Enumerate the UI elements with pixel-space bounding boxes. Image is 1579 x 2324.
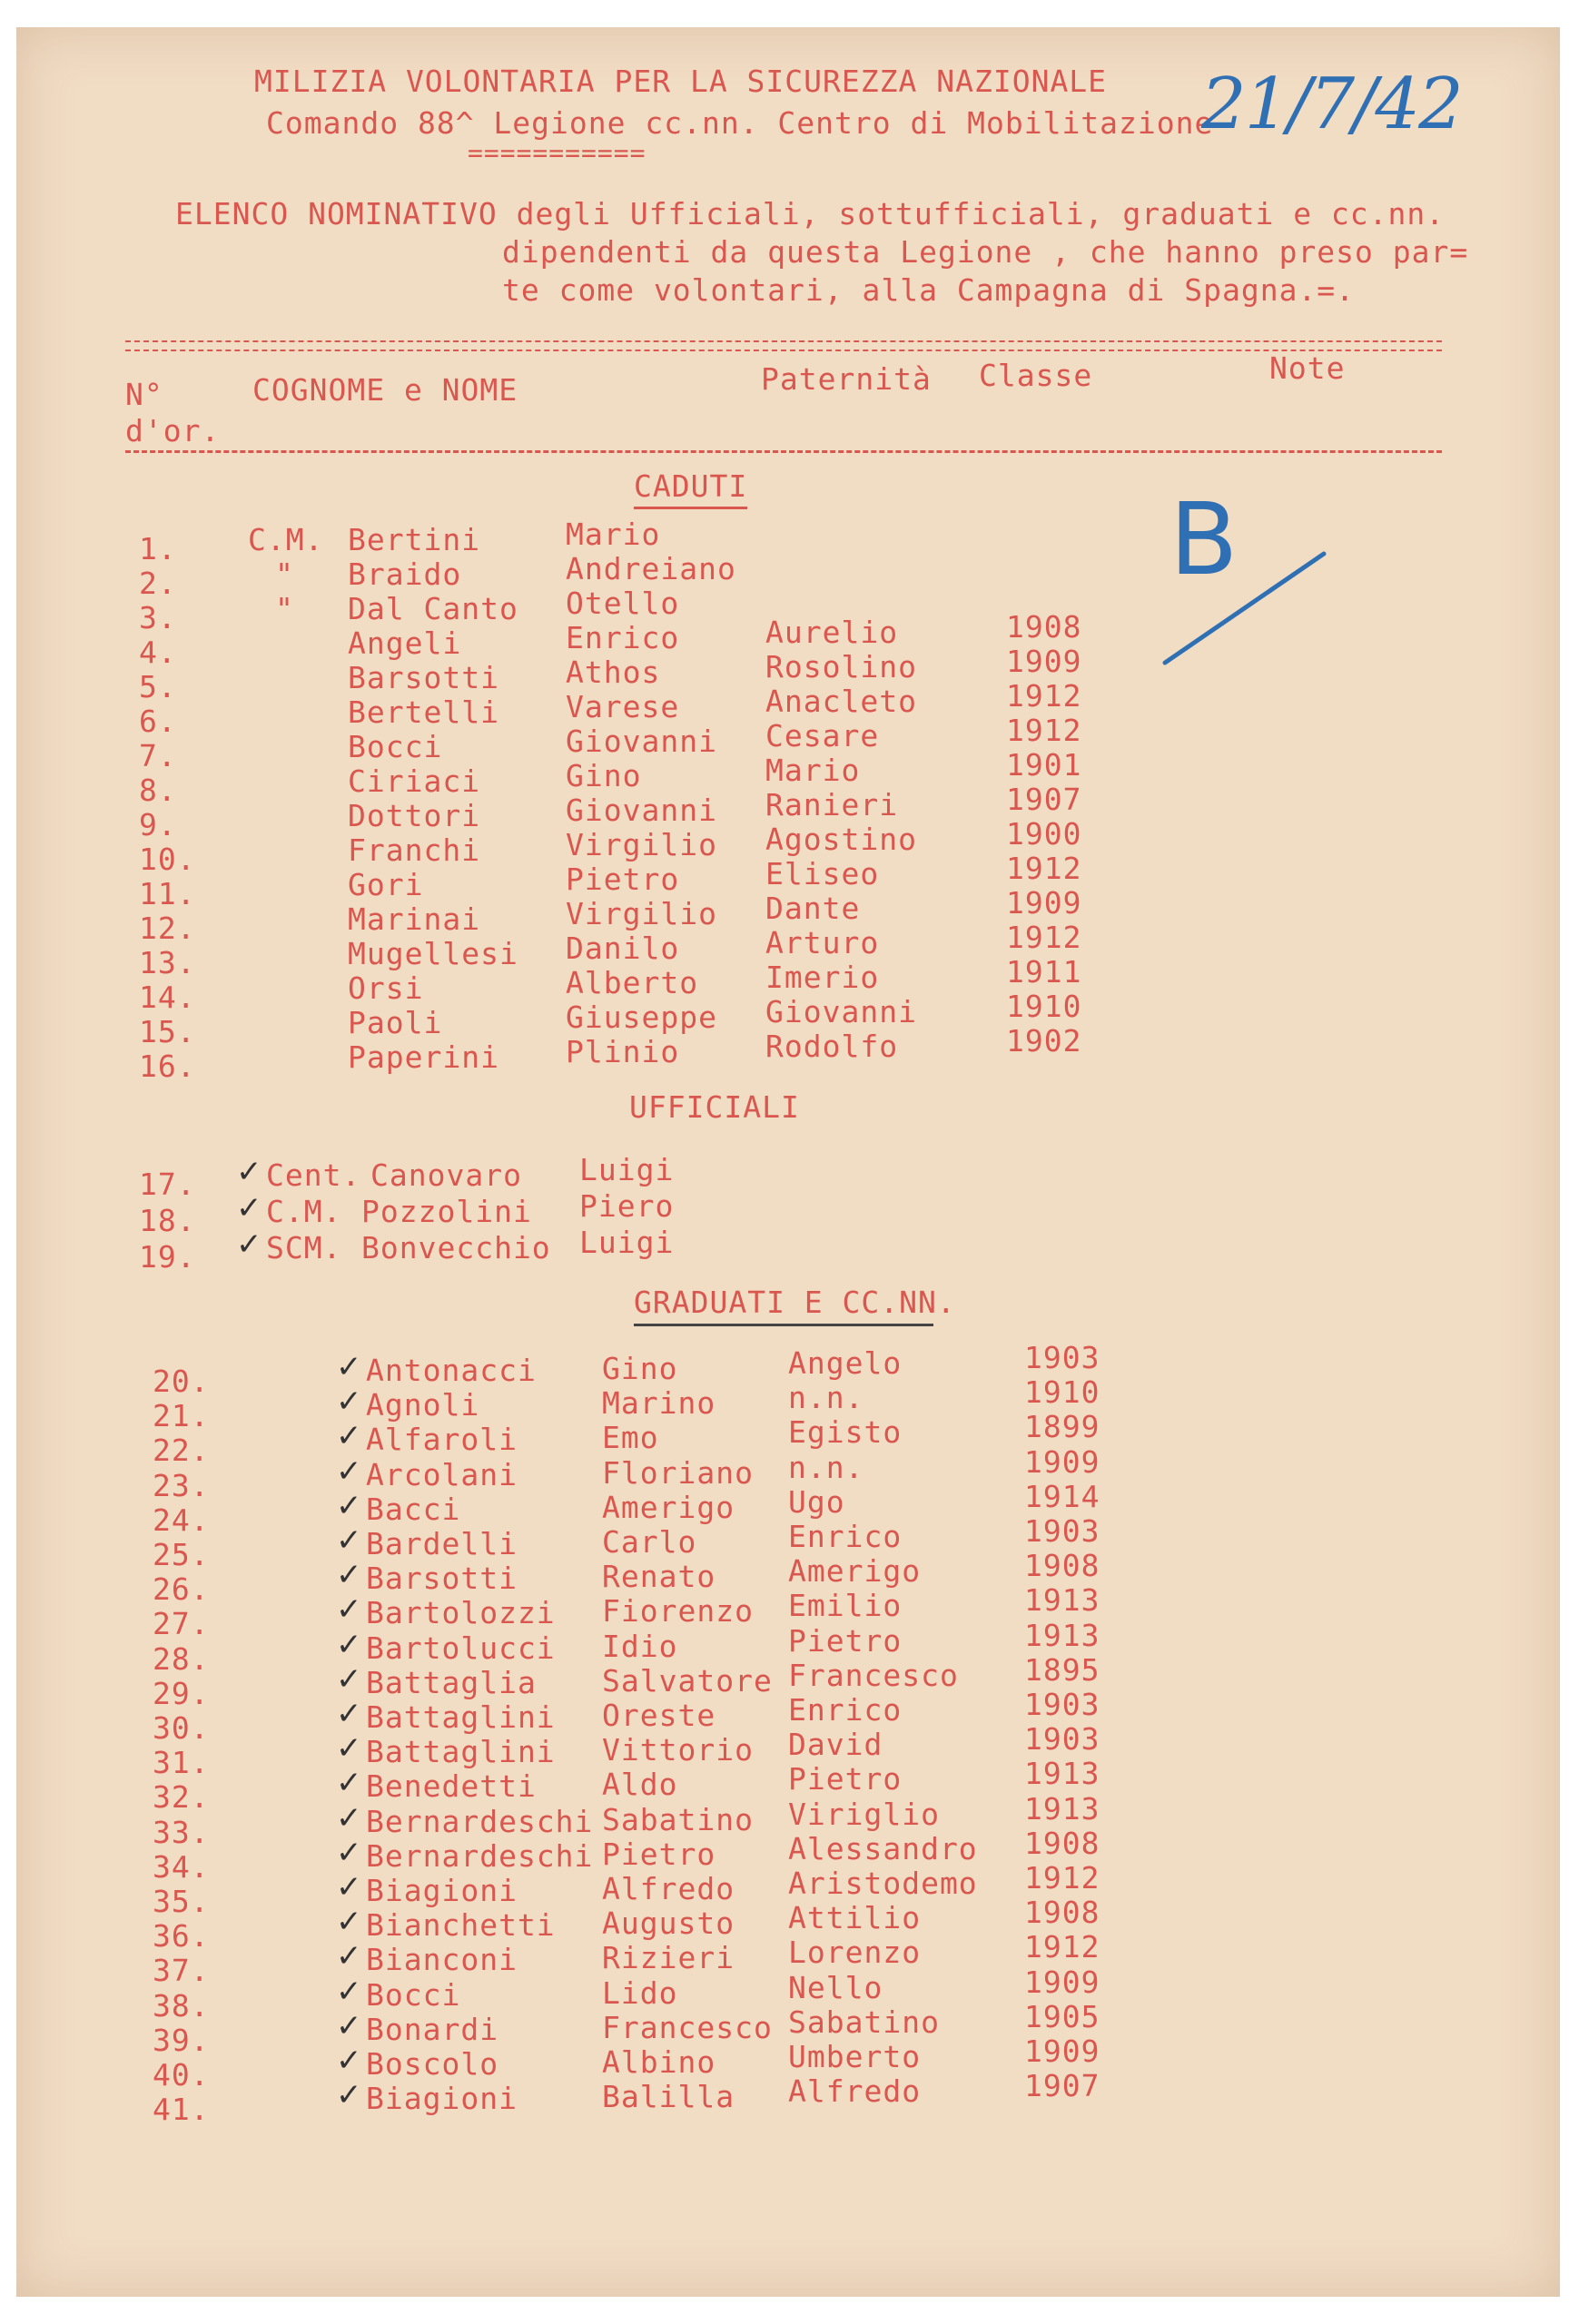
row-name: Renato	[602, 1559, 716, 1595]
handwritten-stroke	[1156, 545, 1337, 672]
row-year: 1909	[1024, 1964, 1100, 2000]
checkmark-icon: ✓	[336, 1418, 362, 1455]
row-father: David	[788, 1727, 883, 1763]
handwritten-date: 21/7/42	[1201, 64, 1462, 145]
row-number: 19.	[139, 1239, 196, 1275]
row-name: Athos	[566, 655, 661, 690]
row-year: 1912	[1006, 851, 1082, 886]
row-rank: Cent.	[266, 1157, 361, 1193]
row-year: 1895	[1024, 1651, 1100, 1688]
row-father: Pietro	[788, 1761, 903, 1797]
row-father: Imerio	[765, 960, 880, 995]
row-surname: Orsi	[348, 970, 424, 1006]
row-father: Sabatino	[788, 2004, 940, 2040]
column-name: COGNOME e NOME	[252, 372, 518, 408]
row-number: 3.	[139, 600, 177, 635]
row-number: 40.	[153, 2057, 210, 2093]
row-surname: Bonvecchio	[361, 1230, 551, 1265]
row-surname: Bianconi	[366, 1942, 518, 1978]
row-name: Pietro	[602, 1836, 716, 1872]
checkmark-icon: ✓	[336, 1660, 362, 1698]
row-number: 13.	[139, 945, 196, 980]
row-father: Egisto	[788, 1414, 903, 1451]
row-number: 23.	[153, 1467, 210, 1503]
row-number: 20.	[153, 1364, 210, 1399]
row-name: Alfredo	[602, 1871, 735, 1906]
handwritten-letter-b: B	[1169, 481, 1239, 597]
row-number: 37.	[153, 1953, 210, 1989]
row-number: 21.	[153, 1398, 210, 1434]
row-surname: Dal Canto	[348, 591, 518, 626]
row-father: n.n.	[788, 1449, 864, 1485]
row-name: Pietro	[566, 862, 680, 897]
column-number: N°	[125, 377, 163, 412]
row-year: 1901	[1006, 747, 1082, 783]
document-page	[16, 27, 1560, 2297]
row-surname: Bernardeschi	[366, 1837, 594, 1874]
row-surname: Bertelli	[348, 694, 499, 730]
row-number: 33.	[153, 1814, 210, 1850]
row-name: Andreiano	[566, 551, 736, 586]
checkmark-icon: ✓	[336, 1696, 362, 1732]
list-title-1: ELENCO NOMINATIVO degli Ufficiali, sottufficiali, graduati e cc.nn.	[175, 196, 1446, 231]
row-surname: Bernardeschi	[366, 1803, 594, 1839]
row-surname: Ciriaci	[348, 763, 481, 799]
checkmark-icon: ✓	[236, 1154, 262, 1190]
row-name: Salvatore	[602, 1662, 773, 1699]
row-surname: Franchi	[348, 832, 481, 868]
row-name: Vittorio	[602, 1732, 754, 1768]
row-number: 34.	[153, 1848, 210, 1885]
row-father: Cesare	[765, 718, 880, 753]
row-year: 1912	[1006, 678, 1082, 714]
row-rank: "	[275, 556, 294, 592]
row-year: 1905	[1024, 1998, 1100, 2034]
row-surname: Braido	[348, 556, 462, 592]
row-number: 17.	[139, 1167, 196, 1202]
row-year: 1900	[1006, 816, 1082, 852]
checkmark-icon: ✓	[336, 1487, 362, 1524]
row-name: Giovanni	[566, 793, 717, 828]
row-number: 15.	[139, 1014, 196, 1049]
checkmark-icon: ✓	[336, 1799, 362, 1837]
checkmark-icon: ✓	[336, 2007, 362, 2044]
row-number: 28.	[153, 1640, 210, 1677]
checkmark-icon: ✓	[336, 1973, 362, 2010]
row-surname: Marinai	[348, 901, 481, 937]
row-name: Amerigo	[602, 1489, 735, 1525]
row-number: 8.	[139, 773, 177, 808]
row-father: Enrico	[788, 1519, 903, 1554]
row-father: Anacleto	[765, 684, 917, 719]
checkmark-icon: ✓	[336, 1869, 362, 1905]
row-name: Luigi	[579, 1152, 675, 1187]
row-year: 1910	[1006, 989, 1082, 1024]
row-year: 1912	[1024, 1929, 1100, 1965]
checkmark-icon: ✓	[336, 1591, 362, 1629]
row-year: 1903	[1024, 1721, 1100, 1758]
row-surname: Bertini	[348, 522, 481, 557]
header-separator: ===========	[468, 138, 646, 168]
checkmark-icon: ✓	[336, 1557, 362, 1594]
row-year: 1913	[1024, 1617, 1100, 1653]
row-year: 1902	[1006, 1023, 1082, 1059]
row-father: Francesco	[788, 1657, 959, 1693]
row-name: Piero	[579, 1188, 675, 1224]
checkmark-icon: ✓	[336, 1938, 362, 1975]
row-year: 1907	[1006, 782, 1082, 817]
header-rule	[125, 450, 1442, 453]
row-number: 29.	[153, 1675, 210, 1711]
row-name: Gino	[566, 758, 642, 793]
row-surname: Paperini	[348, 1039, 499, 1075]
row-name: Fiorenzo	[602, 1593, 754, 1630]
row-surname: Battaglini	[366, 1699, 556, 1735]
row-number: 10.	[139, 842, 196, 877]
row-father: Nello	[788, 1969, 883, 2005]
row-rank: SCM.	[266, 1230, 342, 1265]
row-surname: Bocci	[348, 729, 443, 764]
row-father: Attilio	[788, 1900, 922, 1936]
list-title-2: dipendenti da questa Legione , che hanno preso par=	[502, 234, 1469, 270]
row-name: Carlo	[602, 1524, 697, 1560]
row-name: Idio	[602, 1628, 678, 1664]
row-father: Rodolfo	[765, 1029, 899, 1064]
row-father: Pietro	[788, 1622, 903, 1659]
row-name: Francesco	[602, 2009, 773, 2045]
row-name: Balilla	[602, 2079, 735, 2115]
row-name: Plinio	[566, 1034, 680, 1069]
row-surname: Battaglini	[366, 1734, 556, 1770]
row-surname: Battaglia	[366, 1664, 537, 1700]
row-name: Oreste	[602, 1698, 716, 1733]
list-title-3: te come volontari, alla Campagna di Spagna.=.	[502, 272, 1356, 308]
row-surname: Biagioni	[366, 1873, 518, 1908]
row-father: Mario	[765, 753, 861, 788]
row-father: Ranieri	[765, 787, 899, 822]
row-surname: Arcolani	[366, 1456, 518, 1492]
row-father: Angelo	[788, 1345, 903, 1381]
row-surname: Bianchetti	[366, 1907, 556, 1944]
row-surname: Barsotti	[348, 660, 499, 695]
row-number: 31.	[153, 1745, 210, 1781]
row-number: 27.	[153, 1606, 210, 1642]
row-name: Giuseppe	[566, 1000, 717, 1035]
row-year: 1910	[1024, 1374, 1100, 1411]
row-number: 5.	[139, 669, 177, 704]
row-father: Aurelio	[765, 615, 899, 650]
row-number: 32.	[153, 1779, 210, 1816]
row-name: Enrico	[566, 620, 680, 655]
row-year: 1907	[1024, 2068, 1100, 2104]
row-name: Aldo	[602, 1767, 678, 1803]
row-surname: Canovaro	[370, 1157, 522, 1193]
row-name: Giovanni	[566, 724, 717, 759]
row-father: Eliseo	[765, 856, 880, 891]
checkmark-icon: ✓	[336, 1626, 362, 1663]
row-number: 18.	[139, 1203, 196, 1238]
row-father: n.n.	[788, 1380, 864, 1416]
row-year: 1909	[1024, 2034, 1100, 2069]
row-number: 35.	[153, 1884, 210, 1919]
row-surname: Biagioni	[366, 2081, 518, 2117]
row-year: 1908	[1024, 1548, 1100, 1584]
row-number: 2.	[139, 566, 177, 601]
column-father: Paternità	[761, 361, 932, 397]
row-number: 1.	[139, 531, 177, 566]
row-year: 1903	[1024, 1687, 1100, 1722]
row-number: 25.	[153, 1537, 210, 1572]
row-surname: Bonardi	[366, 2011, 499, 2047]
checkmark-icon: ✓	[336, 1452, 362, 1490]
row-surname: Antonacci	[366, 1353, 537, 1388]
row-father: Agostino	[765, 822, 917, 857]
row-name: Virgilio	[566, 896, 717, 931]
checkmark-icon: ✓	[336, 1349, 362, 1385]
row-number: 11.	[139, 876, 196, 911]
row-surname: Pozzolini	[361, 1194, 532, 1229]
row-name: Emo	[602, 1420, 659, 1456]
double-rule	[125, 340, 1442, 351]
row-number: 26.	[153, 1571, 210, 1608]
row-name: Floriano	[602, 1454, 754, 1491]
row-surname: Bartolucci	[366, 1630, 556, 1666]
row-father: Enrico	[788, 1692, 903, 1728]
row-father: Viriglio	[788, 1796, 940, 1832]
checkmark-icon: ✓	[336, 2043, 362, 2079]
row-name: Lido	[602, 1974, 678, 2011]
row-year: 1913	[1024, 1790, 1100, 1827]
checkmark-icon: ✓	[336, 1730, 362, 1768]
row-surname: Alfaroli	[366, 1422, 518, 1458]
row-name: Virgilio	[566, 827, 717, 862]
row-surname: Gori	[348, 867, 424, 902]
row-father: Rosolino	[765, 649, 917, 684]
row-name: Varese	[566, 689, 680, 724]
row-rank: "	[275, 591, 294, 626]
checkmark-icon: ✓	[336, 1522, 362, 1559]
row-number: 12.	[139, 911, 196, 946]
row-name: Marino	[602, 1385, 716, 1422]
row-surname: Bocci	[366, 1976, 461, 2013]
section-caduti-underline	[634, 507, 747, 509]
row-name: Albino	[602, 2044, 716, 2080]
row-year: 1912	[1024, 1860, 1100, 1896]
row-name: Otello	[566, 586, 680, 621]
row-surname: Angeli	[348, 625, 462, 661]
row-rank: C.M.	[266, 1194, 342, 1229]
row-number: 36.	[153, 1918, 210, 1955]
row-year: 1903	[1024, 1340, 1100, 1375]
row-number: 39.	[153, 2022, 210, 2058]
row-number: 22.	[153, 1433, 210, 1469]
row-father: Lorenzo	[788, 1935, 922, 1971]
row-surname: Barsotti	[366, 1561, 518, 1597]
row-father: Emilio	[788, 1588, 903, 1624]
row-name: Augusto	[602, 1905, 735, 1942]
row-year: 1899	[1024, 1409, 1100, 1445]
checkmark-icon: ✓	[236, 1190, 262, 1226]
row-father: Alfredo	[788, 2073, 922, 2110]
section-graduati: GRADUATI E CC.NN.	[634, 1285, 956, 1320]
row-name: Rizieri	[602, 1940, 735, 1976]
row-father: Giovanni	[765, 994, 917, 1029]
row-year: 1908	[1024, 1895, 1100, 1931]
row-father: Alessandro	[788, 1830, 978, 1866]
section-ufficiali: UFFICIALI	[629, 1089, 800, 1125]
row-surname: Dottori	[348, 798, 481, 833]
checkmark-icon: ✓	[336, 1904, 362, 1941]
row-surname: Benedetti	[366, 1768, 537, 1805]
row-number: 4.	[139, 635, 177, 670]
row-name: Danilo	[566, 931, 680, 966]
row-year: 1908	[1006, 609, 1082, 645]
column-notes: Note	[1269, 350, 1346, 386]
row-year: 1914	[1024, 1478, 1100, 1514]
column-number-2: d'or.	[125, 413, 221, 448]
row-number: 7.	[139, 738, 177, 773]
row-father: Amerigo	[788, 1553, 922, 1590]
row-number: 24.	[153, 1502, 210, 1538]
row-surname: Paoli	[348, 1005, 443, 1040]
row-number: 6.	[139, 704, 177, 739]
row-year: 1911	[1006, 954, 1082, 990]
row-father: Aristodemo	[788, 1866, 978, 1901]
row-year: 1909	[1006, 644, 1082, 679]
checkmark-icon: ✓	[336, 2077, 362, 2114]
row-surname: Mugellesi	[348, 936, 518, 971]
row-year: 1913	[1024, 1756, 1100, 1792]
row-year: 1912	[1006, 920, 1082, 955]
row-year: 1909	[1006, 885, 1082, 921]
row-number: 38.	[153, 1987, 210, 2024]
header-line-1: MILIZIA VOLONTARIA PER LA SICUREZZA NAZIONALE	[254, 64, 1108, 99]
checkmark-icon: ✓	[236, 1226, 262, 1263]
row-name: Gino	[602, 1351, 678, 1386]
row-name: Mario	[566, 517, 661, 552]
row-number: 16.	[139, 1049, 196, 1084]
row-father: Arturo	[765, 925, 880, 960]
row-father: Dante	[765, 891, 861, 926]
row-number: 41.	[153, 2092, 210, 2128]
checkmark-icon: ✓	[336, 1765, 362, 1802]
row-number: 14.	[139, 980, 196, 1015]
row-surname: Bartolozzi	[366, 1595, 556, 1631]
checkmark-icon: ✓	[336, 1384, 362, 1421]
row-surname: Bacci	[366, 1491, 461, 1527]
row-number: 9.	[139, 807, 177, 842]
row-surname: Boscolo	[366, 2046, 499, 2082]
row-father: Umberto	[788, 2039, 922, 2074]
row-year: 1903	[1024, 1513, 1100, 1549]
row-name: Alberto	[566, 965, 699, 1000]
row-name: Luigi	[579, 1225, 675, 1260]
row-number: 30.	[153, 1710, 210, 1746]
row-rank: C.M.	[248, 522, 324, 557]
row-surname: Bardelli	[366, 1526, 518, 1561]
section-graduati-underline	[634, 1324, 933, 1326]
row-year: 1909	[1024, 1443, 1100, 1480]
header-line-2: Comando 88^ Legione cc.nn. Centro di Mobilitazione	[266, 105, 1214, 141]
checkmark-icon: ✓	[336, 1834, 362, 1871]
row-year: 1913	[1024, 1582, 1100, 1619]
section-caduti: CADUTI	[634, 468, 748, 504]
row-name: Sabatino	[602, 1801, 754, 1837]
row-surname: Agnoli	[366, 1387, 480, 1423]
column-class: Classe	[979, 358, 1093, 393]
row-year: 1912	[1006, 713, 1082, 748]
row-year: 1908	[1024, 1825, 1100, 1861]
row-father: Ugo	[788, 1483, 845, 1520]
